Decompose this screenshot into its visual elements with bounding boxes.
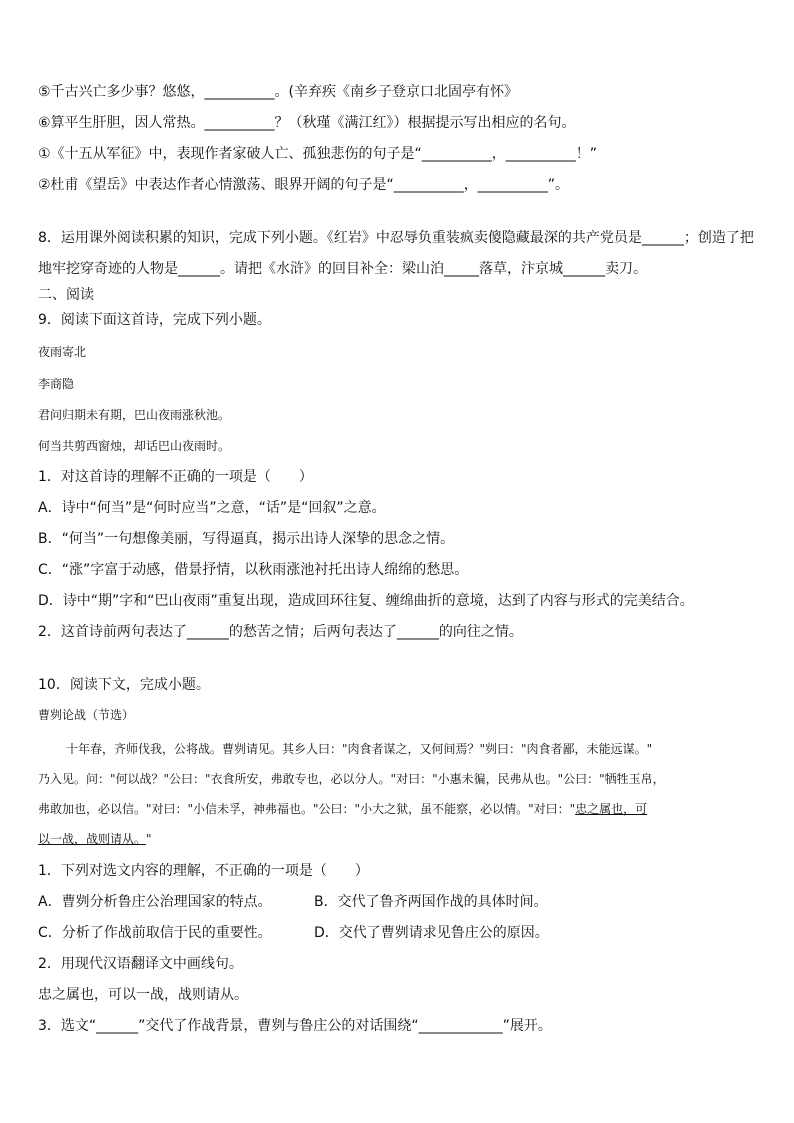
text-line-3	[38, 799, 647, 819]
fill-in-line-2: ②杜甫《望岳》中表达作者心情激荡、眼界开阔的句子是“__________，__________”。	[38, 177, 570, 193]
fill-in-line-1: ①《十五从军征》中，表现作者家破人亡、孤独悲伤的句子是“__________，__________！”	[38, 146, 598, 162]
option-10-b: B．交代了鲁齐两国作战的具体时间。	[314, 894, 548, 910]
text-line-2: 乃入见。问："何以战？"公曰："衣食所安，弗敢专也，必以分人。"对曰："小惠未徧，民弗从也。"公曰："牺牲玉帛，	[38, 772, 665, 786]
underlined-sentence-part-1: 忠之属也，可	[575, 802, 648, 816]
option-9-d: D．诗中“期”字和“巴山夜雨”重复出现，造成回环往复、缠绵曲折的意境，达到了内容与形式的完美结合。	[38, 593, 694, 609]
question-8-line-1: 8．运用课外阅读积累的知识，完成下列小题。《红岩》中忍辱负重装疯卖傻隐藏最深的共产党员是______；创造了把	[38, 230, 754, 246]
question-10-3: 3．选文“______”交代了作战背景，曹刿与鲁庄公的对话围绕“____________”展开。	[38, 1018, 552, 1034]
section-heading-reading: 二、阅读	[38, 287, 94, 303]
poem-author: 李商隐	[38, 377, 75, 391]
poem-line-2: 何当共剪西窗烛，却话巴山夜雨时。	[38, 439, 231, 453]
question-10-1: 1．下列对选文内容的理解，不正确的一项是（ ）	[38, 863, 369, 879]
question-10-prompt: 10．阅读下文，完成小题。	[38, 677, 210, 693]
text-line-4-end: "	[146, 832, 152, 846]
fill-in-line-6: ⑥算平生肝胆，因人常热。__________？（秋瑾《满江红》）根据提示写出相应的名句。	[38, 115, 576, 131]
text-line-4	[38, 829, 152, 849]
fill-in-line-5: ⑤千古兴亡多少事？悠悠，__________。(辛弃疾《南乡子登京口北固亭有怀》	[38, 84, 519, 100]
option-10-d: D．交代了曹刿请求见鲁庄公的原因。	[314, 925, 549, 941]
option-9-b: B．“何当”一句想像美丽，写得逼真，揭示出诗人深挚的思念之情。	[38, 531, 455, 547]
question-9-prompt: 9．阅读下面这首诗，完成下列小题。	[38, 312, 271, 328]
question-9-2: 2．这首诗前两句表达了______的愁苦之情；后两句表达了______的向往之情。	[38, 624, 523, 640]
poem-line-1: 君问归期未有期，巴山夜雨涨秋池。	[38, 408, 231, 422]
text-line-3-plain: 弗敢加也，必以信。"对曰："小信未孚，神弗福也。"公曰："小大之狱，虽不能察，必以情。"对曰："	[38, 802, 576, 816]
option-9-c: C．“涨”字富于动感，借景抒情，以秋雨涨池衬托出诗人绵绵的愁思。	[38, 562, 469, 578]
text-line-1: 十年春，齐师伐我，公将战。曹刿请见。其乡人曰："肉食者谋之，又何间焉？"刿曰："肉食者鄙，未能远谋。"	[66, 742, 653, 756]
question-10-2: 2．用现代汉语翻译文中画线句。	[38, 956, 243, 972]
option-10-c: C．分析了作战前取信于民的重要性。	[38, 925, 272, 941]
question-9-1: 1．对这首诗的理解不正确的一项是（ ）	[38, 469, 313, 485]
question-10-2-sentence: 忠之属也，可以一战，战则请从。	[38, 987, 248, 1003]
option-10-a: A．曹刿分析鲁庄公治理国家的特点。	[38, 894, 272, 910]
question-8-line-2: 地牢挖穿奇迹的人物是______。请把《水浒》的回目补全：梁山泊_____落草，汴京城______卖刀。	[38, 261, 647, 277]
option-9-a: A．诗中“何当”是“何时应当”之意，“话”是“回叙”之意。	[38, 500, 386, 516]
underlined-sentence-part-2: 以一战，战则请从。	[38, 832, 147, 846]
poem-title: 夜雨寄北	[38, 345, 87, 359]
text-title: 曹刿论战（节选）	[38, 708, 135, 722]
